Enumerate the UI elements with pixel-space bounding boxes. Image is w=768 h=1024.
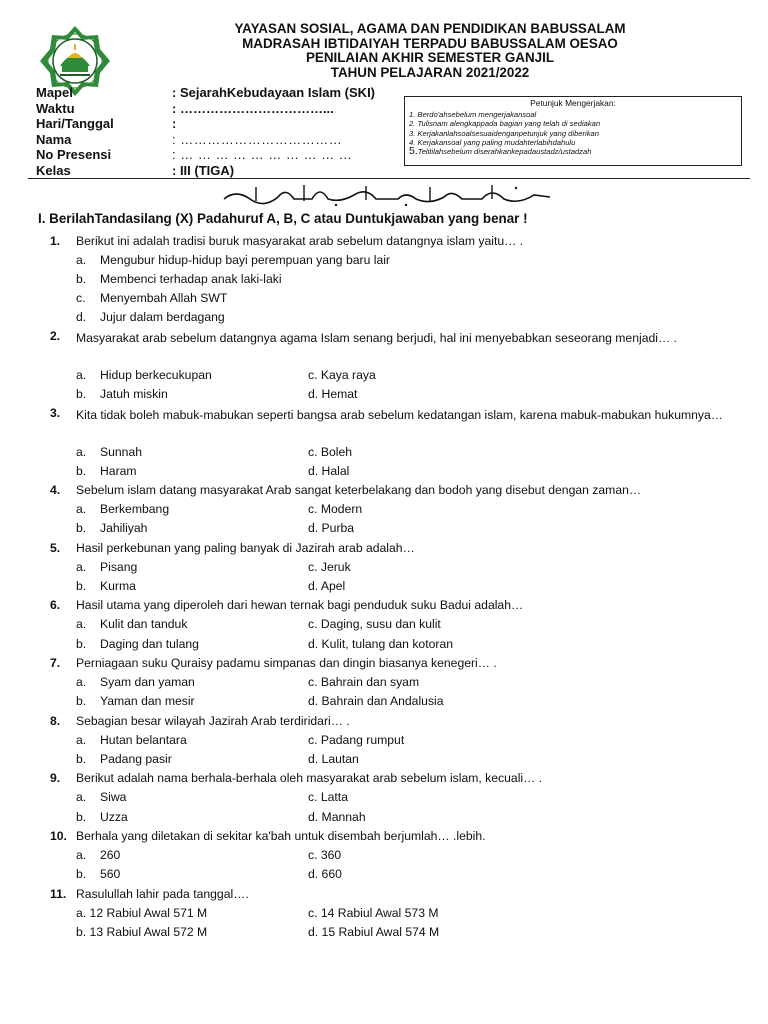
question-number: 8.	[50, 714, 61, 728]
answer-option[interactable]	[76, 310, 225, 324]
instruction-number: 5.	[409, 145, 418, 158]
option-letter: a.	[76, 368, 87, 382]
identity-label: No Presensi	[36, 147, 112, 163]
option-text: Hutan belantara	[100, 733, 187, 747]
option-letter: b.	[76, 272, 87, 286]
answer-option[interactable]: c. Latta	[308, 790, 348, 804]
question-text: Berhala yang diletakan di sekitar ka'bah untuk disembah berjumlah… .lebih.	[76, 829, 486, 843]
answer-option[interactable]	[76, 464, 137, 478]
identity-value: : ……………………………...	[172, 100, 334, 116]
question-text: Sebelum islam datang masyarakat Arab sangat keterbelakang dan bodoh yang disebut dengan zaman…	[76, 483, 642, 497]
instruction-item: 2. Tulisnam alengkappada bagian yang telah di sediakan	[409, 119, 601, 129]
student-identity	[36, 85, 375, 179]
answer-option[interactable]: a. 12 Rabiul Awal 571 M	[76, 906, 208, 920]
option-text: Menyembah Allah SWT	[100, 291, 228, 305]
school-header	[150, 22, 710, 80]
instruction-item: 3. Kerjakanlahsoalsesuaidenganpetunjuk yang diberikan	[409, 128, 599, 138]
option-text: 260	[100, 848, 121, 862]
option-letter: b.	[76, 637, 87, 651]
answer-option[interactable]: c. Boleh	[308, 445, 353, 459]
answer-option[interactable]	[76, 848, 120, 862]
answer-option[interactable]	[76, 291, 227, 305]
option-letter: a.	[76, 675, 87, 689]
answer-option[interactable]: d. Bahrain dan Andalusia	[308, 694, 444, 708]
question-number: 5.	[50, 541, 61, 555]
answer-option[interactable]	[76, 253, 390, 267]
identity-value: :	[172, 116, 177, 132]
identity-value: : ………………………………	[172, 131, 343, 147]
instruction-item: 4. Kerjakansoal yang paling mudahterlabihdahulu	[409, 137, 576, 147]
option-letter: b.	[76, 694, 87, 708]
answer-option[interactable]: c. Modern	[308, 502, 363, 516]
question-text: Rasulullah lahir pada tanggal….	[76, 887, 249, 901]
question-text: Perniagaan suku Quraisy padamu simpanas dan dingin biasanya kenegeri… .	[76, 656, 497, 670]
answer-option[interactable]: c. 360	[308, 848, 342, 862]
question-text: Masyarakat arab sebelum datangnya agama Islam senang berjudi, hal ini menyebabkan seseorang menjadi… .	[76, 331, 677, 345]
answer-option[interactable]: d. 660	[308, 867, 342, 881]
answer-option[interactable]	[76, 445, 142, 459]
option-letter: b.	[76, 387, 87, 401]
answer-option[interactable]	[76, 733, 187, 747]
answer-option[interactable]: c. Kaya raya	[308, 368, 376, 382]
option-letter: a.	[76, 790, 87, 804]
option-text: Hidup berkecukupan	[100, 368, 212, 382]
identity-row-waktu	[36, 101, 375, 117]
option-letter: a.	[76, 502, 87, 516]
option-letter: b.	[76, 867, 87, 881]
question-text: Berikut adalah nama berhala-berhala oleh masyarakat arab sebelum islam, kecuali… .	[76, 771, 543, 785]
header-school-year: TAHUN PELAJARAN 2021/2022	[330, 64, 530, 80]
answer-option[interactable]: b. 13 Rabiul Awal 572 M	[76, 925, 208, 939]
answer-option[interactable]	[76, 867, 120, 881]
answer-option[interactable]: c. Bahrain dan syam	[308, 675, 420, 689]
identity-row-mapel	[36, 85, 375, 101]
identity-row-nama	[36, 132, 375, 148]
option-letter: a.	[76, 445, 87, 459]
question-text: Berikut ini adalah tradisi buruk masyarakat arab sebelum datangnya islam yaitu… .	[76, 234, 524, 248]
instruction-item	[409, 147, 737, 156]
answer-option[interactable]: d. Kulit, tulang dan kotoran	[308, 637, 453, 651]
answer-option[interactable]	[76, 521, 147, 535]
answer-option[interactable]: d. 15 Rabiul Awal 574 M	[308, 925, 440, 939]
option-letter: d.	[76, 310, 87, 324]
option-letter: a.	[76, 560, 87, 574]
question-number: 6.	[50, 598, 61, 612]
option-text: Daging dan tulang	[100, 637, 199, 651]
option-text: Syam dan yaman	[100, 675, 195, 689]
identity-label: Kelas	[36, 162, 71, 178]
option-text: Haram	[100, 464, 137, 478]
answer-option[interactable]	[76, 675, 195, 689]
option-letter: b.	[76, 810, 87, 824]
option-letter: a.	[76, 617, 87, 631]
answer-option[interactable]: d. Hemat	[308, 387, 358, 401]
option-text: Pisang	[100, 560, 138, 574]
answer-option[interactable]: d. Apel	[308, 579, 346, 593]
question-number: 9.	[50, 771, 61, 785]
question-text: Hasil utama yang diperoleh dari hewan ternak bagi penduduk suku Badui adalah…	[76, 598, 524, 612]
header-school-name: MADRASAH IBTIDAIYAH TERPADU BABUSSALAM OESAO	[242, 35, 618, 51]
question-number: 11.	[50, 887, 67, 901]
question-text: Hasil perkebunan yang paling banyak di Jazirah arab adalah…	[76, 541, 415, 555]
option-text: Jujur dalam berdagang	[100, 310, 225, 324]
option-text: Membenci terhadap anak laki-laki	[100, 272, 282, 286]
answer-option[interactable]	[76, 810, 128, 824]
answer-option[interactable]	[76, 694, 195, 708]
option-text: Sunnah	[100, 445, 143, 459]
answer-option[interactable]	[76, 272, 282, 286]
option-letter: b.	[76, 464, 87, 478]
answer-option[interactable]: c. Jeruk	[308, 560, 351, 574]
option-letter: c.	[76, 291, 86, 305]
answer-option[interactable]: c. Daging, susu dan kulit	[308, 617, 441, 631]
option-text: Jahiliyah	[100, 521, 148, 535]
answer-option[interactable]	[76, 560, 137, 574]
answer-option[interactable]: d. Lautan	[308, 752, 359, 766]
option-text: Jatuh miskin	[100, 387, 168, 401]
answer-option[interactable]	[76, 637, 199, 651]
identity-label: Mapel	[36, 85, 73, 100]
question-number: 3.	[50, 406, 61, 420]
option-letter: a.	[76, 848, 87, 862]
identity-label: Hari/Tanggal	[36, 116, 114, 132]
identity-label: Waktu	[36, 100, 75, 116]
answer-option[interactable]	[76, 502, 169, 516]
instructions-title: Petunjuk Mengerjakan:	[530, 98, 616, 108]
option-letter: b.	[76, 521, 87, 535]
identity-value: : III (TIGA)	[172, 162, 235, 178]
option-text: Berkembang	[100, 502, 170, 516]
identity-row-no-presensi	[36, 147, 375, 163]
answer-option[interactable]	[76, 790, 126, 804]
answer-option[interactable]: c. Padang rumput	[308, 733, 405, 747]
option-letter: b.	[76, 579, 87, 593]
question-text: Kita tidak boleh mabuk-mabukan seperti bangsa arab sebelum kedatangan islam, karena mabuk-mabukan hukumnya…	[76, 408, 723, 422]
answer-option[interactable]: d. Mannah	[308, 810, 366, 824]
option-text: Kurma	[100, 579, 136, 593]
header-foundation: YAYASAN SOSIAL, AGAMA DAN PENDIDIKAN BABUSSALAM	[234, 21, 626, 36]
option-text: Padang pasir	[100, 752, 172, 766]
option-letter: b.	[76, 752, 87, 766]
section-instruction: I. BerilahTandasilang (X) Padahuruf A, B, C atau Duntukjawaban yang benar !	[38, 211, 528, 226]
option-text: 560	[100, 867, 121, 881]
option-text: Uzza	[100, 810, 128, 824]
header-divider	[28, 178, 750, 179]
answer-option[interactable]	[76, 387, 168, 401]
identity-row-kelas	[36, 163, 375, 179]
option-text: Mengubur hidup-hidup bayi perempuan yang baru lair	[100, 253, 390, 267]
option-letter: a.	[76, 733, 87, 747]
identity-row-hari-tanggal	[36, 116, 375, 132]
answer-option[interactable]	[76, 368, 212, 382]
answer-option[interactable]	[76, 579, 136, 593]
identity-label: Nama	[36, 131, 72, 147]
basmalah-calligraphy	[216, 181, 556, 209]
question-number: 10.	[50, 829, 67, 843]
answer-option[interactable]	[76, 617, 187, 631]
question-number: 4.	[50, 483, 61, 497]
option-text: Kulit dan tanduk	[100, 617, 188, 631]
question-text: Sebagian besar wilayah Jazirah Arab terdiridari… .	[76, 714, 350, 728]
option-text: Yaman dan mesir	[100, 694, 195, 708]
header-exam-name: PENILAIAN AKHIR SEMESTER GANJIL	[306, 50, 554, 66]
instructions-box	[404, 96, 742, 166]
identity-value: : … … … … … … … … … …	[172, 147, 353, 163]
answer-option[interactable]	[76, 752, 172, 766]
answer-option[interactable]: d. Halal	[308, 464, 350, 478]
question-number: 1.	[50, 234, 61, 248]
question-number: 7.	[50, 656, 61, 670]
option-letter: a.	[76, 253, 87, 267]
instruction-text: Telitilahsebelum diserahkankepadaustadz/ustadzah	[417, 147, 592, 157]
question-number: 2.	[50, 329, 61, 343]
answer-option[interactable]: c. 14 Rabiul Awal 573 M	[308, 906, 439, 920]
option-text: Siwa	[100, 790, 127, 804]
answer-option[interactable]: d. Purba	[308, 521, 355, 535]
instruction-item: 1. Berdo'ahsebelum mengerjakansoal	[409, 110, 537, 120]
identity-value: : SejarahKebudayaan Islam (SKI)	[172, 85, 376, 100]
